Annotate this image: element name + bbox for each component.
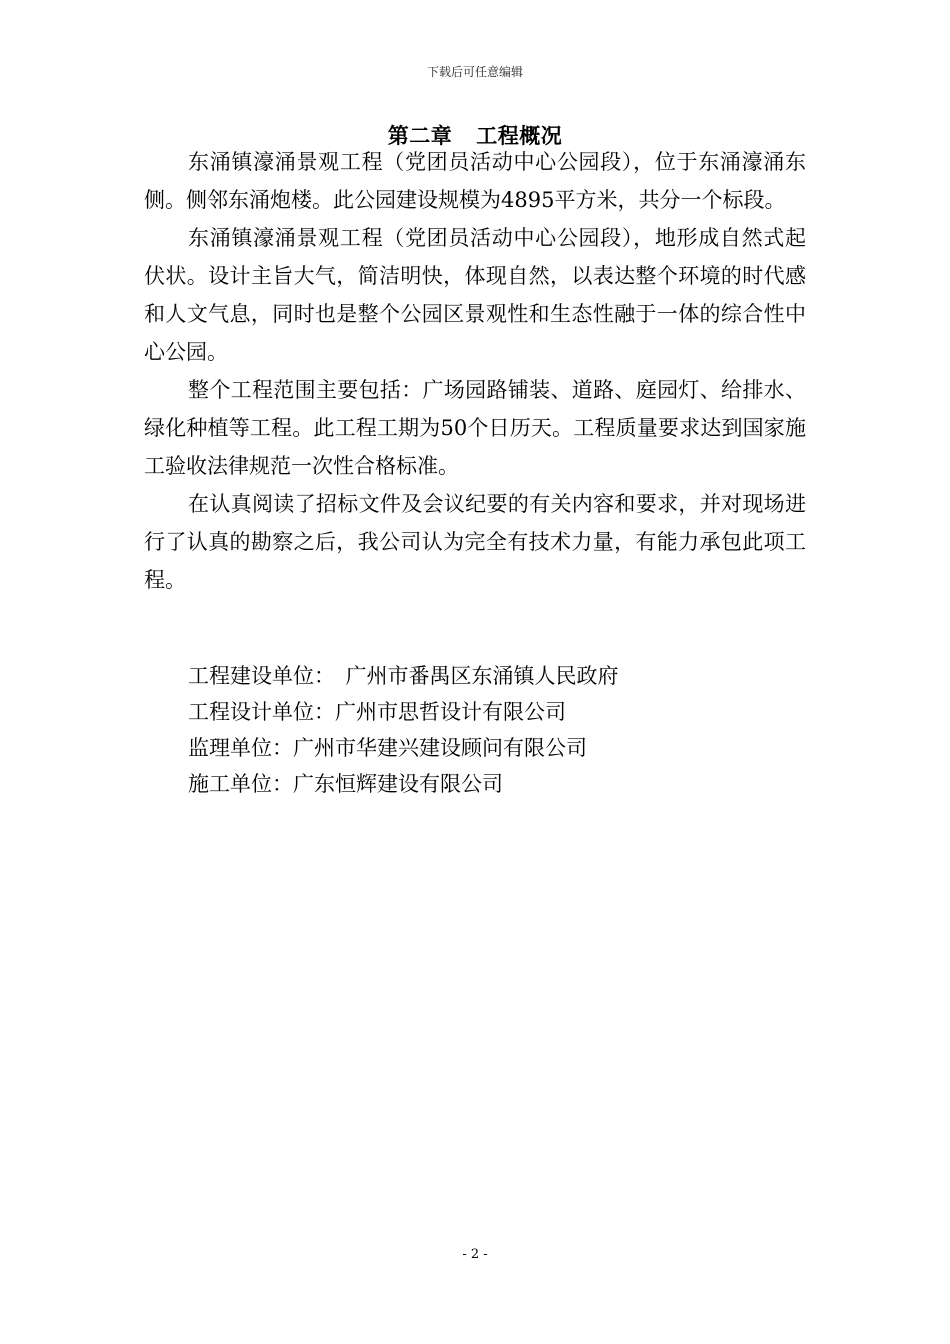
chapter-number: 第二章 [387,123,453,148]
supervision-unit: 监理单位：广州市华建兴建设顾问有限公司 [188,736,587,760]
body-text [144,143,806,599]
paragraph-scope: 整个工程范围主要包括：广场园路铺装、道路、庭园灯、给排水、绿化种植等工程。此工程工期为50个日历天。工程质量要求达到国家施工验收法律规范一次性合格标准。 [144,378,806,478]
page-header-note: 下载后可任意编辑 [426,65,523,79]
design-unit: 工程设计单位：广州市思哲设计有限公司 [188,700,566,724]
paragraph-design: 东涌镇濠涌景观工程（党团员活动中心公园段），地形成自然式起伏状。设计主旨大气，简洁明快，体现自然，以表达整个环境的时代感和人文气息，同时也是整个公园区景观性和生态性融于一体的综合性中心公园。 [144,226,806,364]
construction-owner: 工程建设单位： 广州市番禺区东涌镇人民政府 [188,664,619,688]
chapter-heading: 工程概况 [476,123,563,148]
page-number: - 2 - [462,1247,488,1262]
contractor-unit: 施工单位：广东恒辉建设有限公司 [188,772,503,796]
project-units [188,658,788,802]
paragraph-commitment: 在认真阅读了招标文件及会议纪要的有关内容和要求，并对现场进行了认真的勘察之后，我公司认为完全有技术力量，有能力承包此项工程。 [144,492,806,592]
paragraph-location: 东涌镇濠涌景观工程（党团员活动中心公园段），位于东涌濠涌东侧。侧邻东涌炮楼。此公园建设规模为4895平方米，共分一个标段。 [144,150,806,212]
